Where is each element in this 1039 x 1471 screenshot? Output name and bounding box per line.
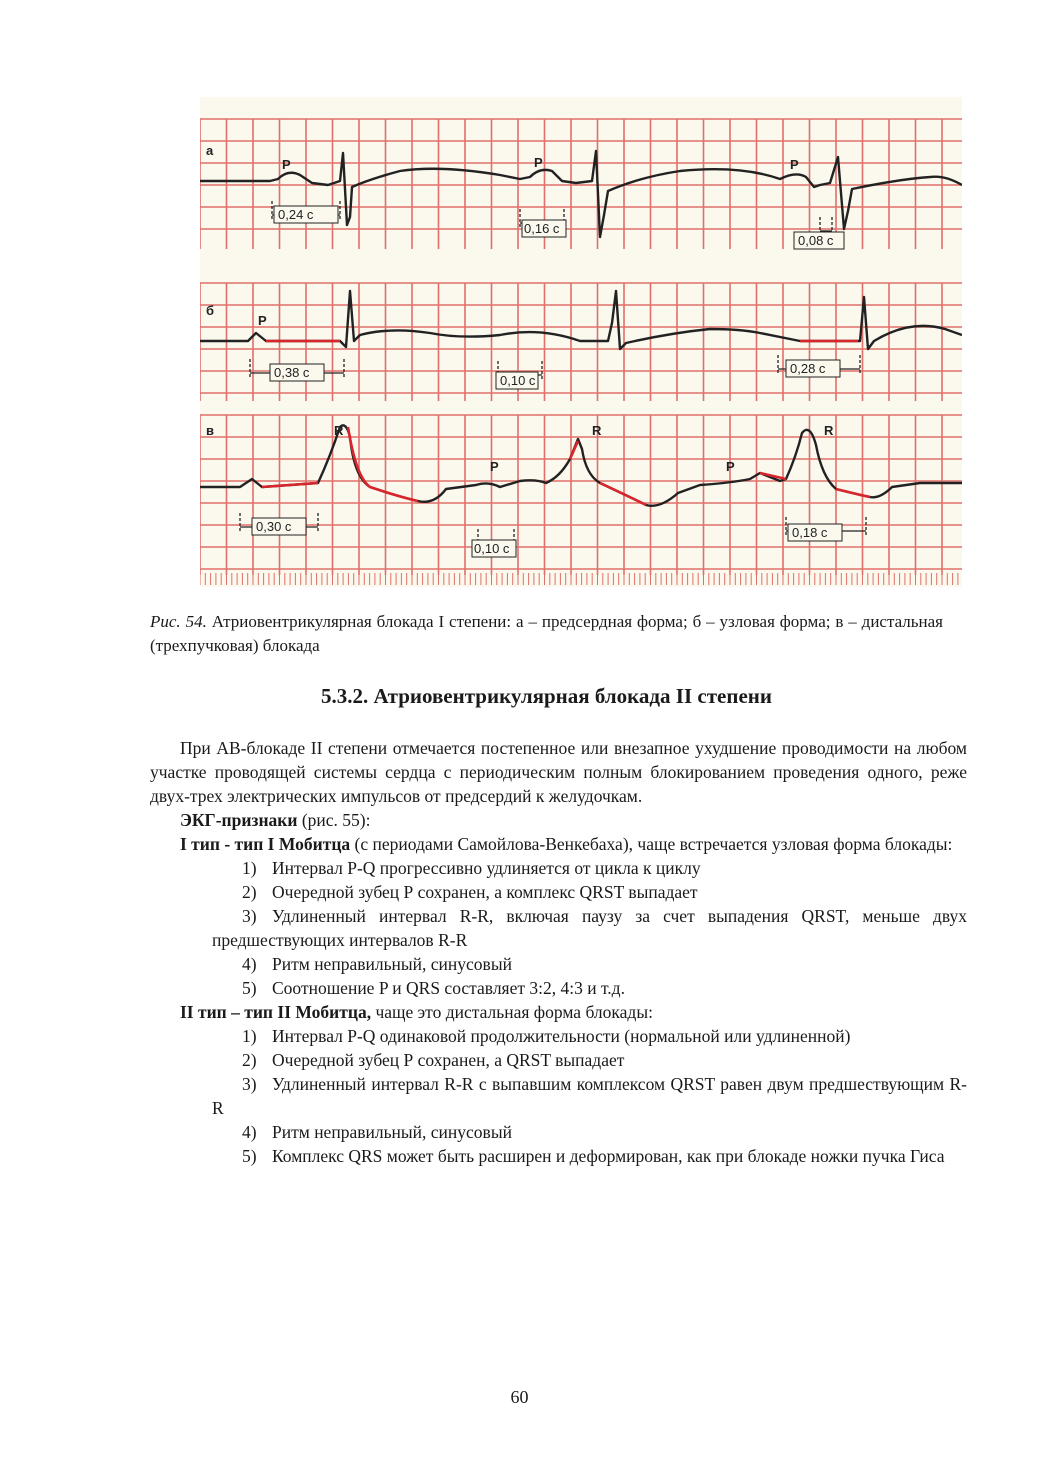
list-item — [150, 880, 967, 904]
ecg-figure — [200, 97, 962, 587]
body-text — [150, 736, 967, 1168]
list-text: Очередной зубец Р сохранен, а QRST выпадает — [272, 1050, 625, 1070]
interval-label: 0,30 с — [256, 519, 292, 534]
p-wave-label: P — [726, 459, 735, 474]
interval-label: 0,38 с — [274, 365, 310, 380]
p-wave-label: P — [490, 459, 499, 474]
list-number: 5) — [242, 1146, 257, 1166]
list-text: Удлиненный интервал R-R, включая паузу за счет выпадения QRST, меньше двух предшествующих интервалов R-R — [212, 906, 967, 950]
list-number: 5) — [242, 978, 257, 998]
r-wave-label: R — [824, 423, 834, 438]
interval-label: 0,10 с — [500, 373, 536, 388]
list-number: 1) — [242, 1026, 257, 1046]
p-wave-label: P — [534, 155, 543, 170]
ecg-signs-heading — [150, 808, 967, 832]
list-item — [150, 1144, 967, 1168]
list-number: 4) — [242, 954, 257, 974]
interval-label: 0,18 с — [792, 525, 828, 540]
list-number: 2) — [242, 1050, 257, 1070]
p-wave-label: P — [258, 313, 267, 328]
r-wave-label: R — [334, 423, 344, 438]
panel-label: а — [206, 143, 214, 158]
list-item — [150, 1072, 967, 1120]
list-item — [150, 1024, 967, 1048]
panel-label: б — [206, 303, 215, 318]
type1-rest: (с периодами Самойлова-Венкебаха), чаще встречается узловая форма блокады: — [350, 834, 953, 854]
figure-caption — [150, 610, 943, 658]
list-number: 1) — [242, 858, 257, 878]
ecg-strip-bg — [200, 415, 962, 575]
list-item — [150, 1120, 967, 1144]
list-item — [150, 856, 967, 880]
list-number: 3) — [242, 1074, 257, 1094]
section-title: 5.3.2. Атриовентрикулярная блокада II степени — [321, 684, 772, 708]
list-item — [150, 904, 967, 952]
intro-paragraph: При АВ-блокаде II степени отмечается постепенное или внезапное ухудшение проводимости на любом участке проводящей системы сердца с периодическим полным блокированием проведения одного, реже двух-трех электрических импульсов от предсердий к желудочкам. — [150, 738, 967, 806]
type2-bold: II тип – тип II Мобитца, — [180, 1002, 372, 1022]
type1-bold: I тип - тип I Мобитца — [180, 834, 351, 854]
list-text: Комплекс QRS может быть расширен и деформирован, как при блокаде ножки пучка Гиса — [272, 1146, 945, 1166]
list-item — [150, 952, 967, 976]
list-text: Интервал P-Q прогрессивно удлиняется от цикла к циклу — [272, 858, 701, 878]
interval-label: 0,10 с — [474, 541, 510, 556]
list-text: Интервал P-Q одинаковой продолжительности (нормальной или удлиненной) — [272, 1026, 851, 1046]
type1-heading — [150, 832, 967, 856]
panel-label: в — [206, 423, 214, 438]
figure-number: Рис. 54. — [150, 612, 207, 631]
list-number: 2) — [242, 882, 257, 902]
ecg-signs-rest: (рис. 55): — [297, 810, 371, 830]
p-wave-label: P — [790, 157, 799, 172]
type2-heading — [150, 1000, 967, 1024]
list-item — [150, 976, 967, 1000]
r-wave-label: R — [592, 423, 602, 438]
list-text: Удлиненный интервал R-R с выпавшим комплексом QRST равен двум предшествующим R-R — [212, 1074, 967, 1118]
list-text: Очередной зубец Р сохранен, а комплекс QRST выпадает — [272, 882, 698, 902]
type2-rest: чаще это дистальная форма блокады: — [371, 1002, 653, 1022]
list-item — [150, 1048, 967, 1072]
list-text: Соотношение P и QRS составляет 3:2, 4:3 и т.д. — [272, 978, 625, 998]
interval-label: 0,16 с — [524, 221, 560, 236]
type2-list — [150, 1024, 967, 1168]
interval-label: 0,24 с — [278, 207, 314, 222]
figure-caption-text: Атриовентрикулярная блокада I степени: а – предсердная форма; б – узловая форма; в – дистальная (трехпучковая) блокада — [150, 612, 943, 655]
list-number: 3) — [242, 906, 257, 926]
list-text: Ритм неправильный, синусовый — [272, 954, 512, 974]
list-text: Ритм неправильный, синусовый — [272, 1122, 512, 1142]
list-number: 4) — [242, 1122, 257, 1142]
type1-list — [150, 856, 967, 1000]
p-wave-label: P — [282, 157, 291, 172]
interval-label: 0,28 с — [790, 361, 826, 376]
page-number: 60 — [510, 1387, 529, 1407]
interval-label: 0,08 с — [798, 233, 834, 248]
ecg-signs-bold: ЭКГ-признаки — [180, 810, 298, 830]
ecg-strips — [200, 97, 962, 587]
